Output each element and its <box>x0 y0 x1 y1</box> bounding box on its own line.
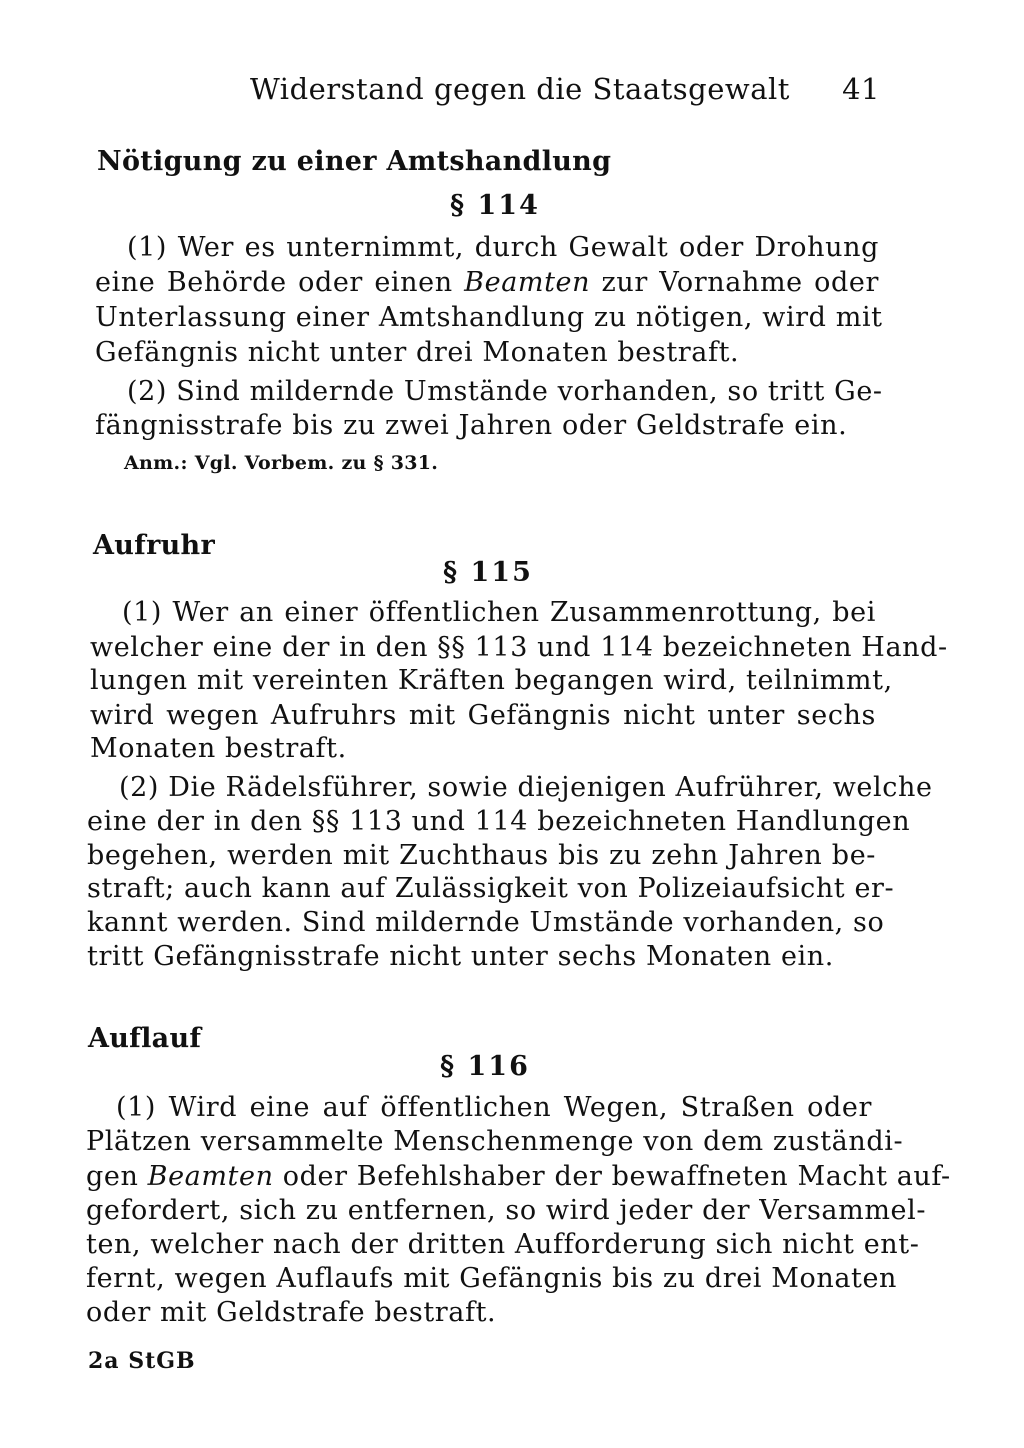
text-line: kannt werden. Sind mildernde Umstände vorhanden, so <box>87 907 885 938</box>
paragraph-sign-115: § 115 <box>443 557 533 588</box>
text-line: (2) Sind mildernde Umstände vorhanden, so tritt Ge- <box>127 376 883 407</box>
text-line: wird wegen Aufruhrs mit Gefängnis nicht unter sechs <box>90 700 876 731</box>
text-line: eine der in den §§ 113 und 114 bezeichneten Handlungen <box>87 806 911 837</box>
text-line-part: gen <box>86 1161 148 1192</box>
text-line: (1) Wird eine auf öffentlichen Wegen, Straßen oder <box>116 1092 872 1123</box>
text-line: oder mit Geldstrafe bestraft. <box>86 1297 497 1328</box>
running-title: Widerstand gegen die Staatsgewalt <box>250 72 790 106</box>
text-line <box>86 1161 951 1192</box>
text-line: (2) Die Rädelsführer, sowie diejenigen Aufrührer, welche <box>119 772 933 803</box>
text-line: (1) Wer an einer öffentlichen Zusammenrottung, bei <box>122 597 876 628</box>
text-line: straft; auch kann auf Zulässigkeit von Polizeiaufsicht er- <box>87 873 895 904</box>
text-line: welcher eine der in den §§ 113 und 114 bezeichneten Hand- <box>90 632 948 663</box>
text-line: ten, welcher nach der dritten Aufforderung sich nicht ent- <box>86 1229 920 1260</box>
page-number: 41 <box>842 72 880 106</box>
italic-word: Beamten <box>464 267 591 298</box>
printer-signature: 2a StGB <box>88 1348 196 1374</box>
text-line-part: zur Vornahme oder <box>590 267 880 298</box>
text-line: gefordert, sich zu entfernen, so wird jeder der Versammel- <box>86 1195 927 1226</box>
text-line: begehen, werden mit Zuchthaus bis zu zehn Jahren be- <box>87 840 876 871</box>
text-line: Gefängnis nicht unter drei Monaten bestraft. <box>95 337 740 368</box>
paragraph-sign-114: § 114 <box>450 190 540 221</box>
section-heading-115: Aufruhr <box>93 530 216 561</box>
text-line: lungen mit vereinten Kräften begangen wird, teilnimmt, <box>90 665 893 696</box>
text-line: fernt, wegen Auflaufs mit Gefängnis bis zu drei Monaten <box>86 1263 898 1294</box>
text-line: Plätzen versammelte Menschenmenge von dem zuständi- <box>86 1126 904 1157</box>
text-line: fängnisstrafe bis zu zwei Jahren oder Geldstrafe ein. <box>95 410 848 441</box>
text-line: (1) Wer es unternimmt, durch Gewalt oder Drohung <box>127 232 879 263</box>
text-line-part: oder Befehlshaber der bewaffneten Macht auf- <box>273 1161 951 1192</box>
text-line: tritt Gefängnisstrafe nicht unter sechs Monaten ein. <box>87 941 834 972</box>
text-line: Unterlassung einer Amtshandlung zu nötigen, wird mit <box>95 302 883 333</box>
annotation-note: Anm.: Vgl. Vorbem. zu § 331. <box>124 452 439 474</box>
section-heading-114: Nötigung zu einer Amtshandlung <box>97 146 612 177</box>
text-line-part: eine Behörde oder einen <box>95 267 465 298</box>
text-line <box>95 267 879 298</box>
text-line: Monaten bestraft. <box>90 733 347 764</box>
section-heading-116: Auflauf <box>88 1023 202 1054</box>
italic-word: Beamten <box>147 1161 274 1192</box>
paragraph-sign-116: § 116 <box>440 1051 530 1082</box>
